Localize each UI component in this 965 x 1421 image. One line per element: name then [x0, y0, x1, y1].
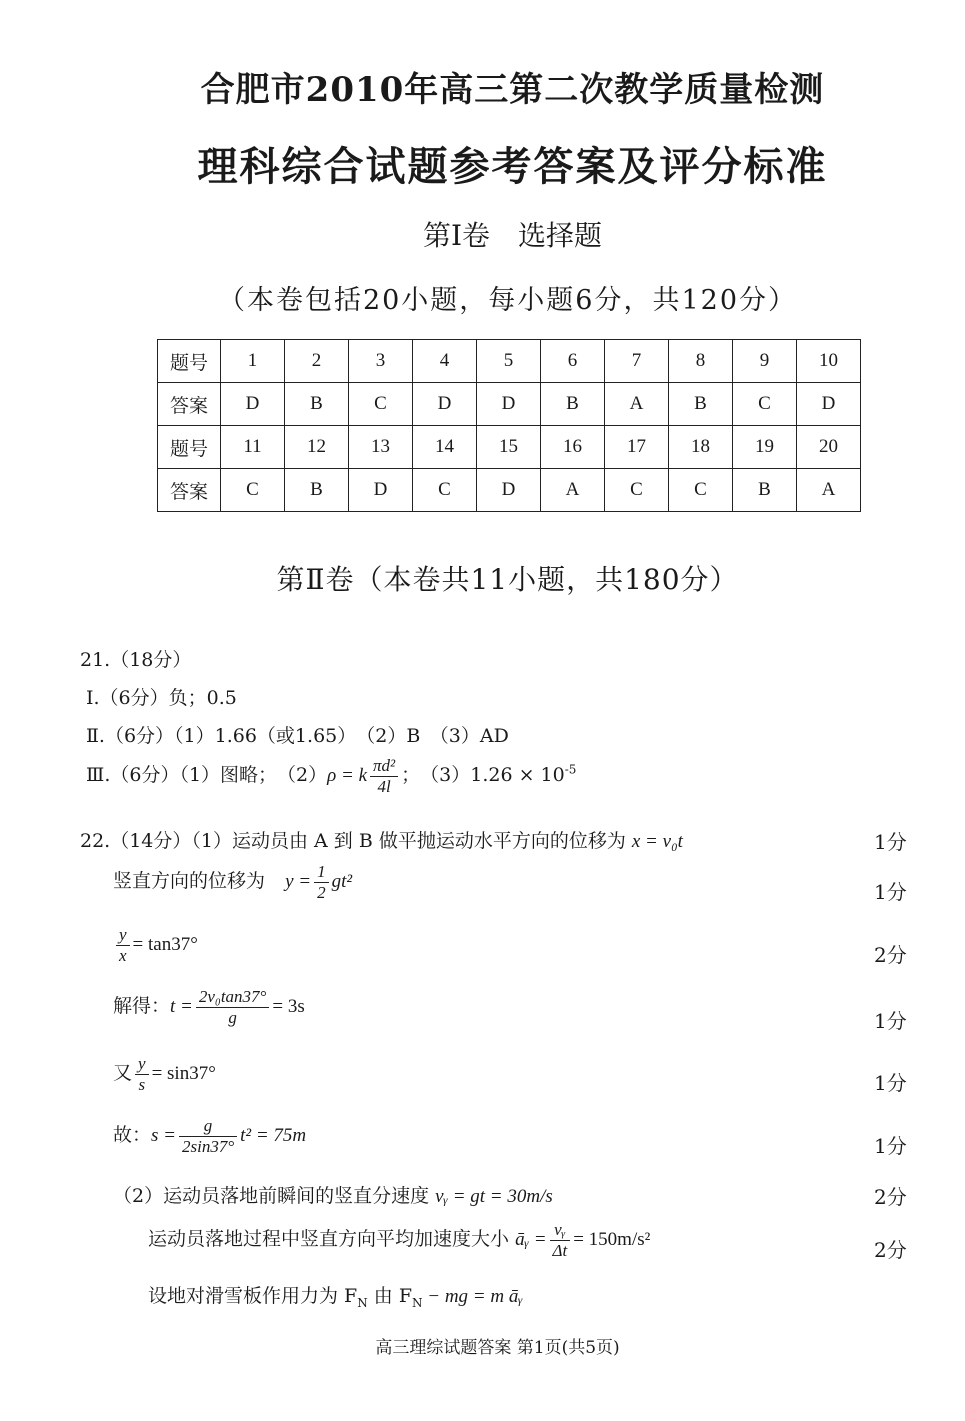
- table-cell: 11: [221, 426, 285, 469]
- fraction-denominator: 4l: [377, 776, 391, 796]
- q22-line-8: [148, 1220, 650, 1260]
- table-cell: B: [285, 383, 349, 426]
- table-cell: 12: [285, 426, 349, 469]
- table-cell: D: [477, 383, 541, 426]
- fraction: [135, 1054, 149, 1094]
- fraction-denominator: 2sin37°: [181, 1136, 235, 1156]
- q22-line-8-text: 运动员落地过程中竖直方向平均加速度大小: [148, 1228, 510, 1251]
- score: 1分: [874, 1009, 907, 1033]
- q22-line-2: [113, 862, 352, 902]
- q22-line-3-rhs: = tan37°: [132, 934, 198, 956]
- table-cell: 10: [797, 340, 861, 383]
- title-line-1: 合肥市2010年高三第二次教学质量检测: [200, 70, 825, 110]
- table-cell: C: [413, 469, 477, 512]
- fraction-denominator: g: [228, 1007, 237, 1027]
- q22-line-6-lhs: s =: [151, 1125, 176, 1147]
- q22-line-8-lhs: āᵧ =: [515, 1229, 547, 1251]
- table-cell: C: [733, 383, 797, 426]
- part2-heading: 第Ⅱ卷（本卷共11小题，共180分）: [276, 563, 739, 596]
- table-cell: 20: [797, 426, 861, 469]
- fraction-denominator: Δt: [552, 1240, 568, 1260]
- table-cell: 8: [669, 340, 733, 383]
- q22-line-7-text: （2）运动员落地前瞬间的竖直分速度: [113, 1185, 430, 1207]
- table-cell: A: [605, 383, 669, 426]
- q22-line-1: [80, 826, 683, 853]
- q22-line-1-formula: x = v₀t: [631, 831, 683, 852]
- q22-line-2-lhs: y =: [285, 871, 312, 893]
- q22-line-8-rhs: = 150m/s²: [573, 1229, 651, 1251]
- fraction: [370, 756, 398, 796]
- q22-line-9-rhs: − mg = m āᵧ: [422, 1286, 523, 1307]
- q22-line-9-text: 设地对滑雪板作用力为 F: [148, 1285, 358, 1307]
- row-label: 答案: [158, 383, 221, 426]
- row-label: 答案: [158, 469, 221, 512]
- fraction-denominator: x: [119, 945, 127, 965]
- fraction-denominator: 2: [317, 882, 326, 902]
- part1-heading-b: 选择题: [518, 219, 603, 252]
- q22-line-5: [113, 1054, 216, 1094]
- table-cell: 16: [541, 426, 605, 469]
- fraction-numerator: 2v₀tan37°: [196, 987, 269, 1008]
- table-row-answers-1: [158, 383, 861, 426]
- score: 1分: [874, 830, 907, 854]
- q22-line-4-rhs: = 3s: [272, 996, 305, 1018]
- subscript: N: [412, 1295, 423, 1310]
- table-cell: D: [349, 469, 413, 512]
- table-cell: 15: [477, 426, 541, 469]
- part1-heading: [0, 214, 965, 254]
- table-cell: 2: [285, 340, 349, 383]
- exponent: -5: [564, 762, 577, 777]
- q22-line-6-text: 故：: [113, 1124, 152, 1147]
- table-cell: 9: [733, 340, 797, 383]
- table-cell: D: [413, 383, 477, 426]
- table-cell: 3: [349, 340, 413, 383]
- q22-line-3: [113, 925, 198, 965]
- table-cell: 19: [733, 426, 797, 469]
- fraction-numerator: g: [179, 1116, 237, 1137]
- q22-line-7: [113, 1181, 553, 1208]
- table-cell: C: [221, 469, 285, 512]
- row-label: 题号: [158, 340, 221, 383]
- part1-heading-a: 第Ⅰ卷: [422, 219, 491, 252]
- table-cell: C: [605, 469, 669, 512]
- q22-line-6-rhs: t² = 75m: [240, 1125, 307, 1147]
- q21-part-iii: [86, 756, 576, 796]
- table-cell: D: [477, 469, 541, 512]
- score: 1分: [874, 1071, 907, 1095]
- table-cell: 4: [413, 340, 477, 383]
- q22-line-2-rhs: gt²: [331, 871, 353, 893]
- table-row-questions-2: [158, 426, 861, 469]
- table-cell: B: [669, 383, 733, 426]
- q21-title: 21.（18分）: [80, 649, 192, 671]
- q22-line-4-lhs: t =: [170, 996, 193, 1018]
- q22-line-9-mid: 由 F: [367, 1285, 412, 1307]
- table-cell: D: [221, 383, 285, 426]
- table-cell: B: [733, 469, 797, 512]
- fraction: [196, 987, 269, 1027]
- q22-line-5-text: 又: [113, 1062, 133, 1085]
- table-cell: A: [797, 469, 861, 512]
- table-cell: D: [797, 383, 861, 426]
- score: 2分: [874, 943, 907, 967]
- q21-part-iii-prefix: Ⅲ.（6分）（1）图略； （2）: [86, 764, 328, 787]
- answer-table: [157, 339, 861, 512]
- fraction: [116, 925, 130, 965]
- q21-part-iii-suffix: ； （3）1.26 × 10: [401, 764, 565, 787]
- table-cell: 14: [413, 426, 477, 469]
- part1-note: （本卷包括20小题，每小题6分，共120分）: [217, 285, 798, 316]
- q22-line-9: [148, 1281, 523, 1310]
- subscript: N: [357, 1295, 368, 1310]
- q22-line-7-formula: vᵧ = gt = 30m/s: [435, 1186, 553, 1207]
- fraction-numerator: πd²: [370, 756, 398, 777]
- table-cell: B: [285, 469, 349, 512]
- fraction-numerator: 1: [314, 862, 329, 883]
- q22-line-6: [113, 1116, 306, 1156]
- table-cell: 18: [669, 426, 733, 469]
- q21-rho-formula: ρ = k: [327, 765, 368, 787]
- q21-part-ii: Ⅱ.（6分）（1）1.66（或1.65） （2）B （3）AD: [86, 725, 509, 747]
- table-row-questions-1: [158, 340, 861, 383]
- q22-line-4: [113, 987, 305, 1027]
- fraction: [550, 1220, 571, 1260]
- q21-part-i: Ⅰ.（6分）负；0.5: [86, 687, 237, 709]
- fraction-numerator: vᵧ: [550, 1220, 571, 1241]
- table-cell: 6: [541, 340, 605, 383]
- table-cell: B: [541, 383, 605, 426]
- fraction: [314, 862, 329, 902]
- score: 1分: [874, 1134, 907, 1158]
- table-cell: 17: [605, 426, 669, 469]
- fraction-numerator: y: [135, 1054, 149, 1075]
- q22-line-5-rhs: = sin37°: [151, 1063, 216, 1085]
- table-cell: 7: [605, 340, 669, 383]
- table-cell: C: [669, 469, 733, 512]
- row-label: 题号: [158, 426, 221, 469]
- q22-line-1-text: 22.（14分）（1）运动员由 A 到 B 做平抛运动水平方向的位移为: [80, 830, 626, 852]
- table-cell: 5: [477, 340, 541, 383]
- table-cell: A: [541, 469, 605, 512]
- fraction-numerator: y: [116, 925, 130, 946]
- table-row-answers-2: [158, 469, 861, 512]
- score: 1分: [874, 880, 907, 904]
- table-cell: 1: [221, 340, 285, 383]
- score: 2分: [874, 1238, 907, 1262]
- table-cell: 13: [349, 426, 413, 469]
- fraction: [179, 1116, 237, 1156]
- q22-line-2-text: 竖直方向的位移为: [113, 870, 266, 893]
- table-cell: C: [349, 383, 413, 426]
- score: 2分: [874, 1185, 907, 1209]
- page-footer: 高三理综试题答案 第1页(共5页): [375, 1338, 620, 1358]
- fraction-denominator: s: [138, 1074, 146, 1094]
- q22-line-4-text: 解得：: [113, 995, 171, 1018]
- title-line-2: 理科综合试题参考答案及评分标准: [197, 143, 828, 190]
